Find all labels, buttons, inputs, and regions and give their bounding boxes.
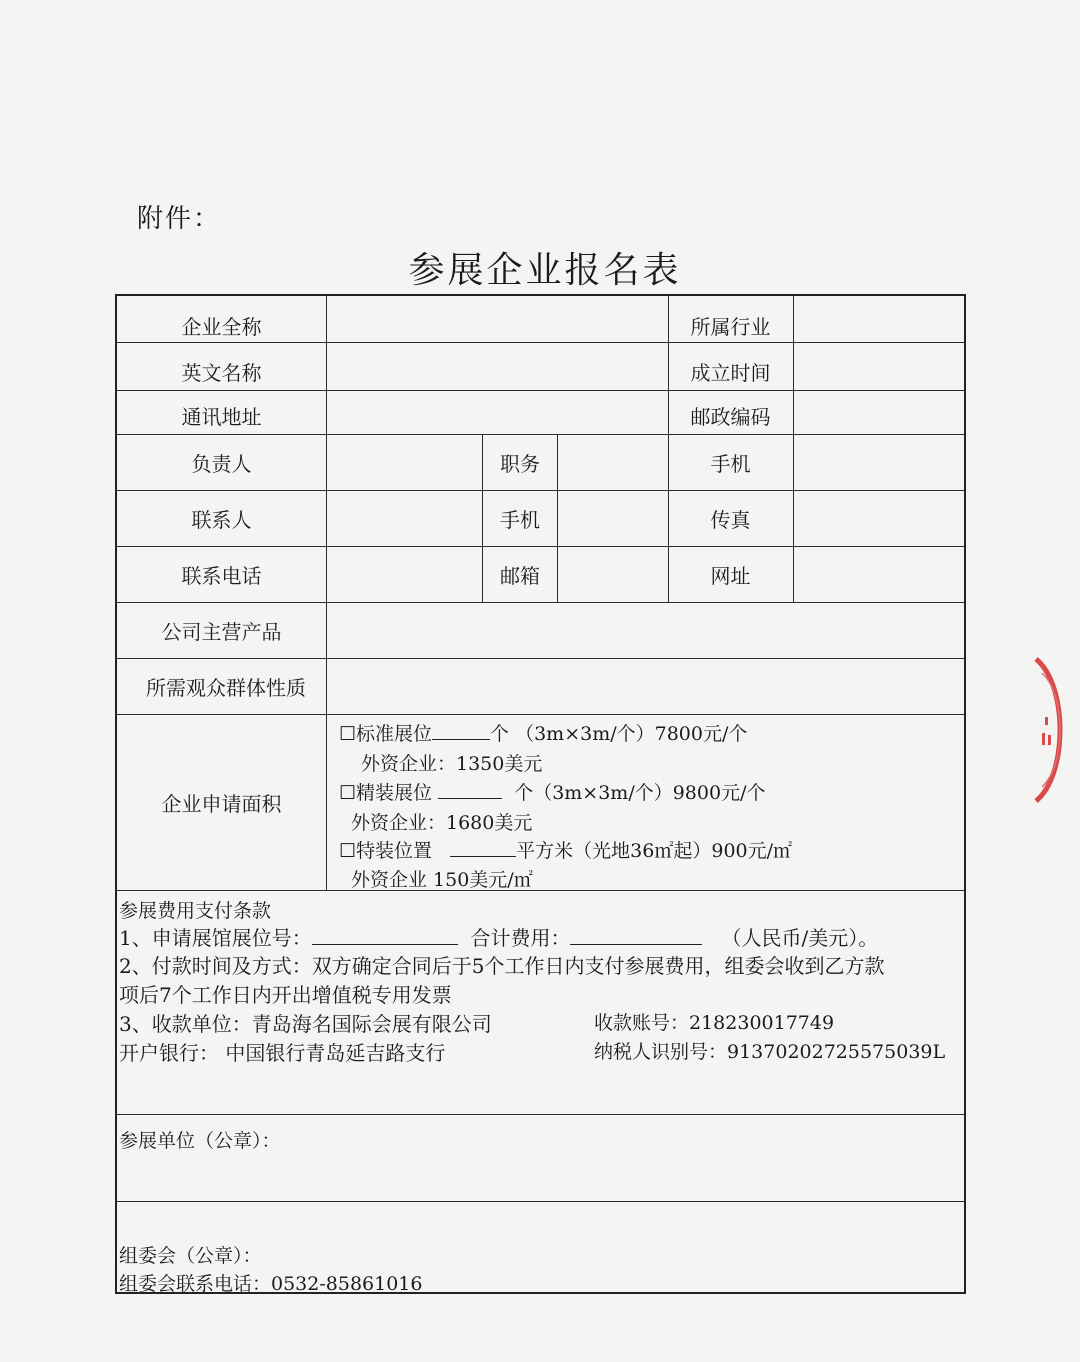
total-fee-label: 合计费用：: [470, 926, 571, 950]
label-fax: 传真: [710, 507, 751, 532]
label-website: 网址: [710, 563, 751, 588]
payee-account: 收款账号：218230017749: [594, 1012, 835, 1034]
label-postcode: 邮政编码: [690, 404, 771, 429]
standard-foreign-price: 外资企业：1350美元: [361, 753, 543, 775]
field-postcode[interactable]: [794, 390, 964, 434]
label-area: 企业申请面积: [161, 791, 282, 816]
option-standard-label: ☐标准展位: [339, 723, 433, 745]
registration-form: [115, 294, 966, 1294]
payment-line-3: 项后7个工作日内开出增值税专用发票: [119, 983, 452, 1007]
field-manager[interactable]: [327, 434, 482, 490]
label-english-name: 英文名称: [181, 360, 262, 385]
special-foreign-price: 外资企业 150美元/㎡: [351, 869, 533, 891]
blank-booth-number[interactable]: [312, 926, 458, 945]
field-position[interactable]: [558, 434, 668, 490]
tax-id: 纳税人识别号：91370202725575039L: [594, 1041, 946, 1063]
field-contact-mobile[interactable]: [558, 490, 668, 546]
payee-name: 3、收款单位：青岛海名国际会展有限公司: [119, 1012, 492, 1036]
option-deluxe-label: ☐精装展位: [339, 782, 433, 804]
label-email: 邮箱: [500, 563, 540, 588]
currency-label: （人民币/美元）。: [721, 926, 879, 950]
label-audience: 所需观众群体性质: [146, 675, 306, 700]
label-industry: 所属行业: [690, 314, 771, 339]
field-phone[interactable]: [327, 546, 482, 602]
blank-special-area[interactable]: [450, 838, 516, 857]
payment-line-2: 2、付款时间及方式：双方确定合同后于5个工作日内支付参展费用，组委会收到乙方款: [119, 954, 885, 978]
option-deluxe-booth[interactable]: [339, 778, 765, 805]
exhibitor-seal-label: 参展单位（公章）：: [119, 1130, 281, 1152]
label-address: 通讯地址: [181, 404, 262, 429]
label-position: 职务: [500, 451, 540, 476]
field-english-name[interactable]: [327, 342, 668, 390]
label-manager: 负责人: [191, 451, 252, 476]
label-founded: 成立时间: [690, 360, 771, 385]
booth-number-label: 1、申请展馆展位号：: [119, 926, 312, 950]
field-manager-mobile[interactable]: [794, 434, 964, 490]
committee-phone: 组委会联系电话：0532-85861016: [119, 1273, 423, 1295]
label-phone: 联系电话: [181, 563, 262, 588]
blank-standard-count[interactable]: [432, 721, 490, 740]
label-company-name: 企业全称: [181, 314, 262, 339]
label-manager-mobile: 手机: [710, 451, 751, 476]
option-special-label: ☐特装位置: [339, 840, 433, 862]
field-website[interactable]: [794, 546, 964, 602]
payment-heading: 参展费用支付条款: [119, 900, 272, 922]
field-industry[interactable]: [794, 296, 964, 342]
field-company-name[interactable]: [327, 296, 668, 342]
option-deluxe-price: 个（3m×3m/个）9800元/个: [514, 782, 766, 804]
deluxe-foreign-price: 外资企业：1680美元: [351, 812, 533, 834]
label-contact: 联系人: [191, 507, 252, 532]
field-fax[interactable]: [794, 490, 964, 546]
field-audience[interactable]: [327, 658, 964, 714]
payment-line-1: [119, 922, 878, 951]
option-standard-price: 个 （3m×3m/个）7800元/个: [490, 723, 748, 745]
field-email[interactable]: [558, 546, 668, 602]
label-main-products: 公司主营产品: [161, 619, 282, 644]
field-address[interactable]: [327, 390, 668, 434]
blank-total-fee[interactable]: [570, 926, 702, 945]
option-special-space[interactable]: [339, 836, 792, 863]
blank-deluxe-count[interactable]: [438, 780, 502, 799]
label-contact-mobile: 手机: [500, 507, 540, 532]
field-contact[interactable]: [327, 490, 482, 546]
option-standard-booth[interactable]: [339, 719, 747, 746]
attachment-label: 附件：: [137, 204, 222, 234]
field-main-products[interactable]: [327, 602, 964, 658]
field-founded[interactable]: [794, 342, 964, 390]
option-special-price: 平方米（光地36㎡起）900元/㎡: [516, 840, 793, 862]
bank-name: 开户银行： 中国银行青岛延吉路支行: [119, 1041, 446, 1065]
form-title: 参展企业报名表: [408, 250, 682, 291]
red-stamp-fragment: [1032, 655, 1080, 805]
committee-seal-label: 组委会（公章）：: [119, 1245, 262, 1267]
